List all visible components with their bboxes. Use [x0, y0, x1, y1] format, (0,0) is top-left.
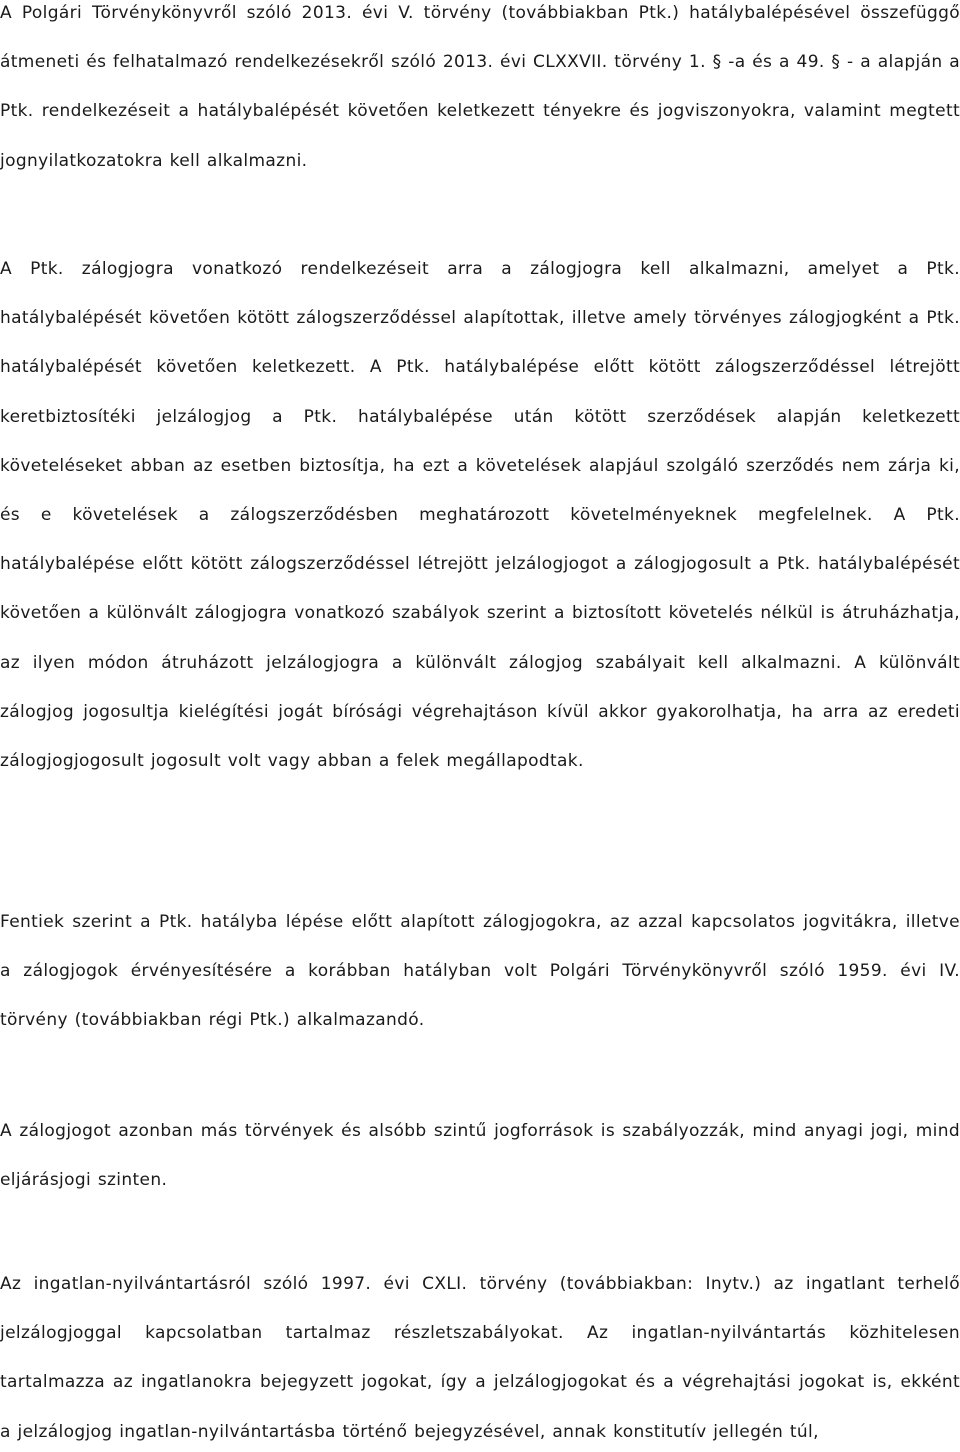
paragraph-old-civil-code — [0, 898, 960, 1046]
paragraph-text: A zálogjogot azonban más törvények és alsóbb szintű jogforrások is szabályozzák, mind anyagi jogi, mind eljárásjogi szinten. — [0, 1121, 960, 1191]
paragraph-land-registry — [0, 1260, 960, 1452]
paragraph-lien-rules — [0, 245, 960, 786]
paragraph-other-sources — [0, 1107, 960, 1205]
paragraph-text: Fentiek szerint a Ptk. hatályba lépése előtt alapított zálogjogokra, az azzal kapcsolatos jogvitákra, illetve a zálogjogok érvényesítésére a korábban hatályban volt Polgári Törvénykönyvről szóló 1959. évi IV. törvény (továbbiakban régi Ptk.) alkalmazandó. — [0, 912, 960, 1031]
paragraph-text: Az ingatlan-nyilvántartásról szóló 1997. évi CXLI. törvény (továbbiakban: Inytv.) az ingatlant terhelő jelzálogjoggal kapcsolatban tartalmaz részletszabályokat. Az ingatlan-nyilvántartás közhitelesen tartalmazza az ingatlanokra bejegyzett jogokat, így a jelzálogjogokat és a végrehajtási jogokat is, ekként a jelzálogjog ingatlan-nyilvántartásba történő bejegyzésével, annak konstitutív jellegén túl, — [0, 1274, 960, 1442]
paragraph-transitional-provisions — [0, 0, 960, 186]
paragraph-text: A Polgári Törvénykönyvről szóló 2013. évi V. törvény (továbbiakban Ptk.) hatálybalépésével összefüggő átmeneti és felhatalmazó rendelkezésekről szóló 2013. évi CLXXVII. törvény 1. § -a és a 49. § - a alapján a Ptk. rendelkezéseit a hatálybalépését követően keletkezett tényekre és jogviszonyokra, valamint megtett jognyilatkozatokra kell alkalmazni. — [0, 3, 960, 171]
paragraph-text: A Ptk. zálogjogra vonatkozó rendelkezéseit arra a zálogjogra kell alkalmazni, amelyet a Ptk. hatálybalépését követően kötött zálogszerződéssel alapítottak, illetve amely törvényes zálogjogként a Ptk. hatálybalépését követően keletkezett. A Ptk. hatálybalépése előtt kötött zálogszerződéssel létrejött keretbiztosítéki jelzálogjog a Ptk. hatálybalépése után kötött szerződések alapján keletkezett követeléseket abban az esetben biztosítja, ha ezt a követelések alapjául szolgáló szerződés nem zárja ki, és e követelések a zálogszerződésben meghatározott követelményeknek megfelelnek. A Ptk. hatálybalépése előtt kötött zálogszerződéssel létrejött jelzálogjogot a zálogjogosult a Ptk. hatálybalépését követően a különvált zálogjogra vonatkozó szabályok szerint a biztosított követelés nélkül is átruházhatja, az ilyen módon átruházott jelzálogjogra a különvált zálogjog szabályait kell alkalmazni. A különvált zálogjog jogosultja kielégítési jogát bírósági végrehajtáson kívül akkor gyakorolhatja, ha arra az eredeti zálogjogjogosult jogosult volt vagy abban a felek megállapodtak. — [0, 259, 960, 772]
